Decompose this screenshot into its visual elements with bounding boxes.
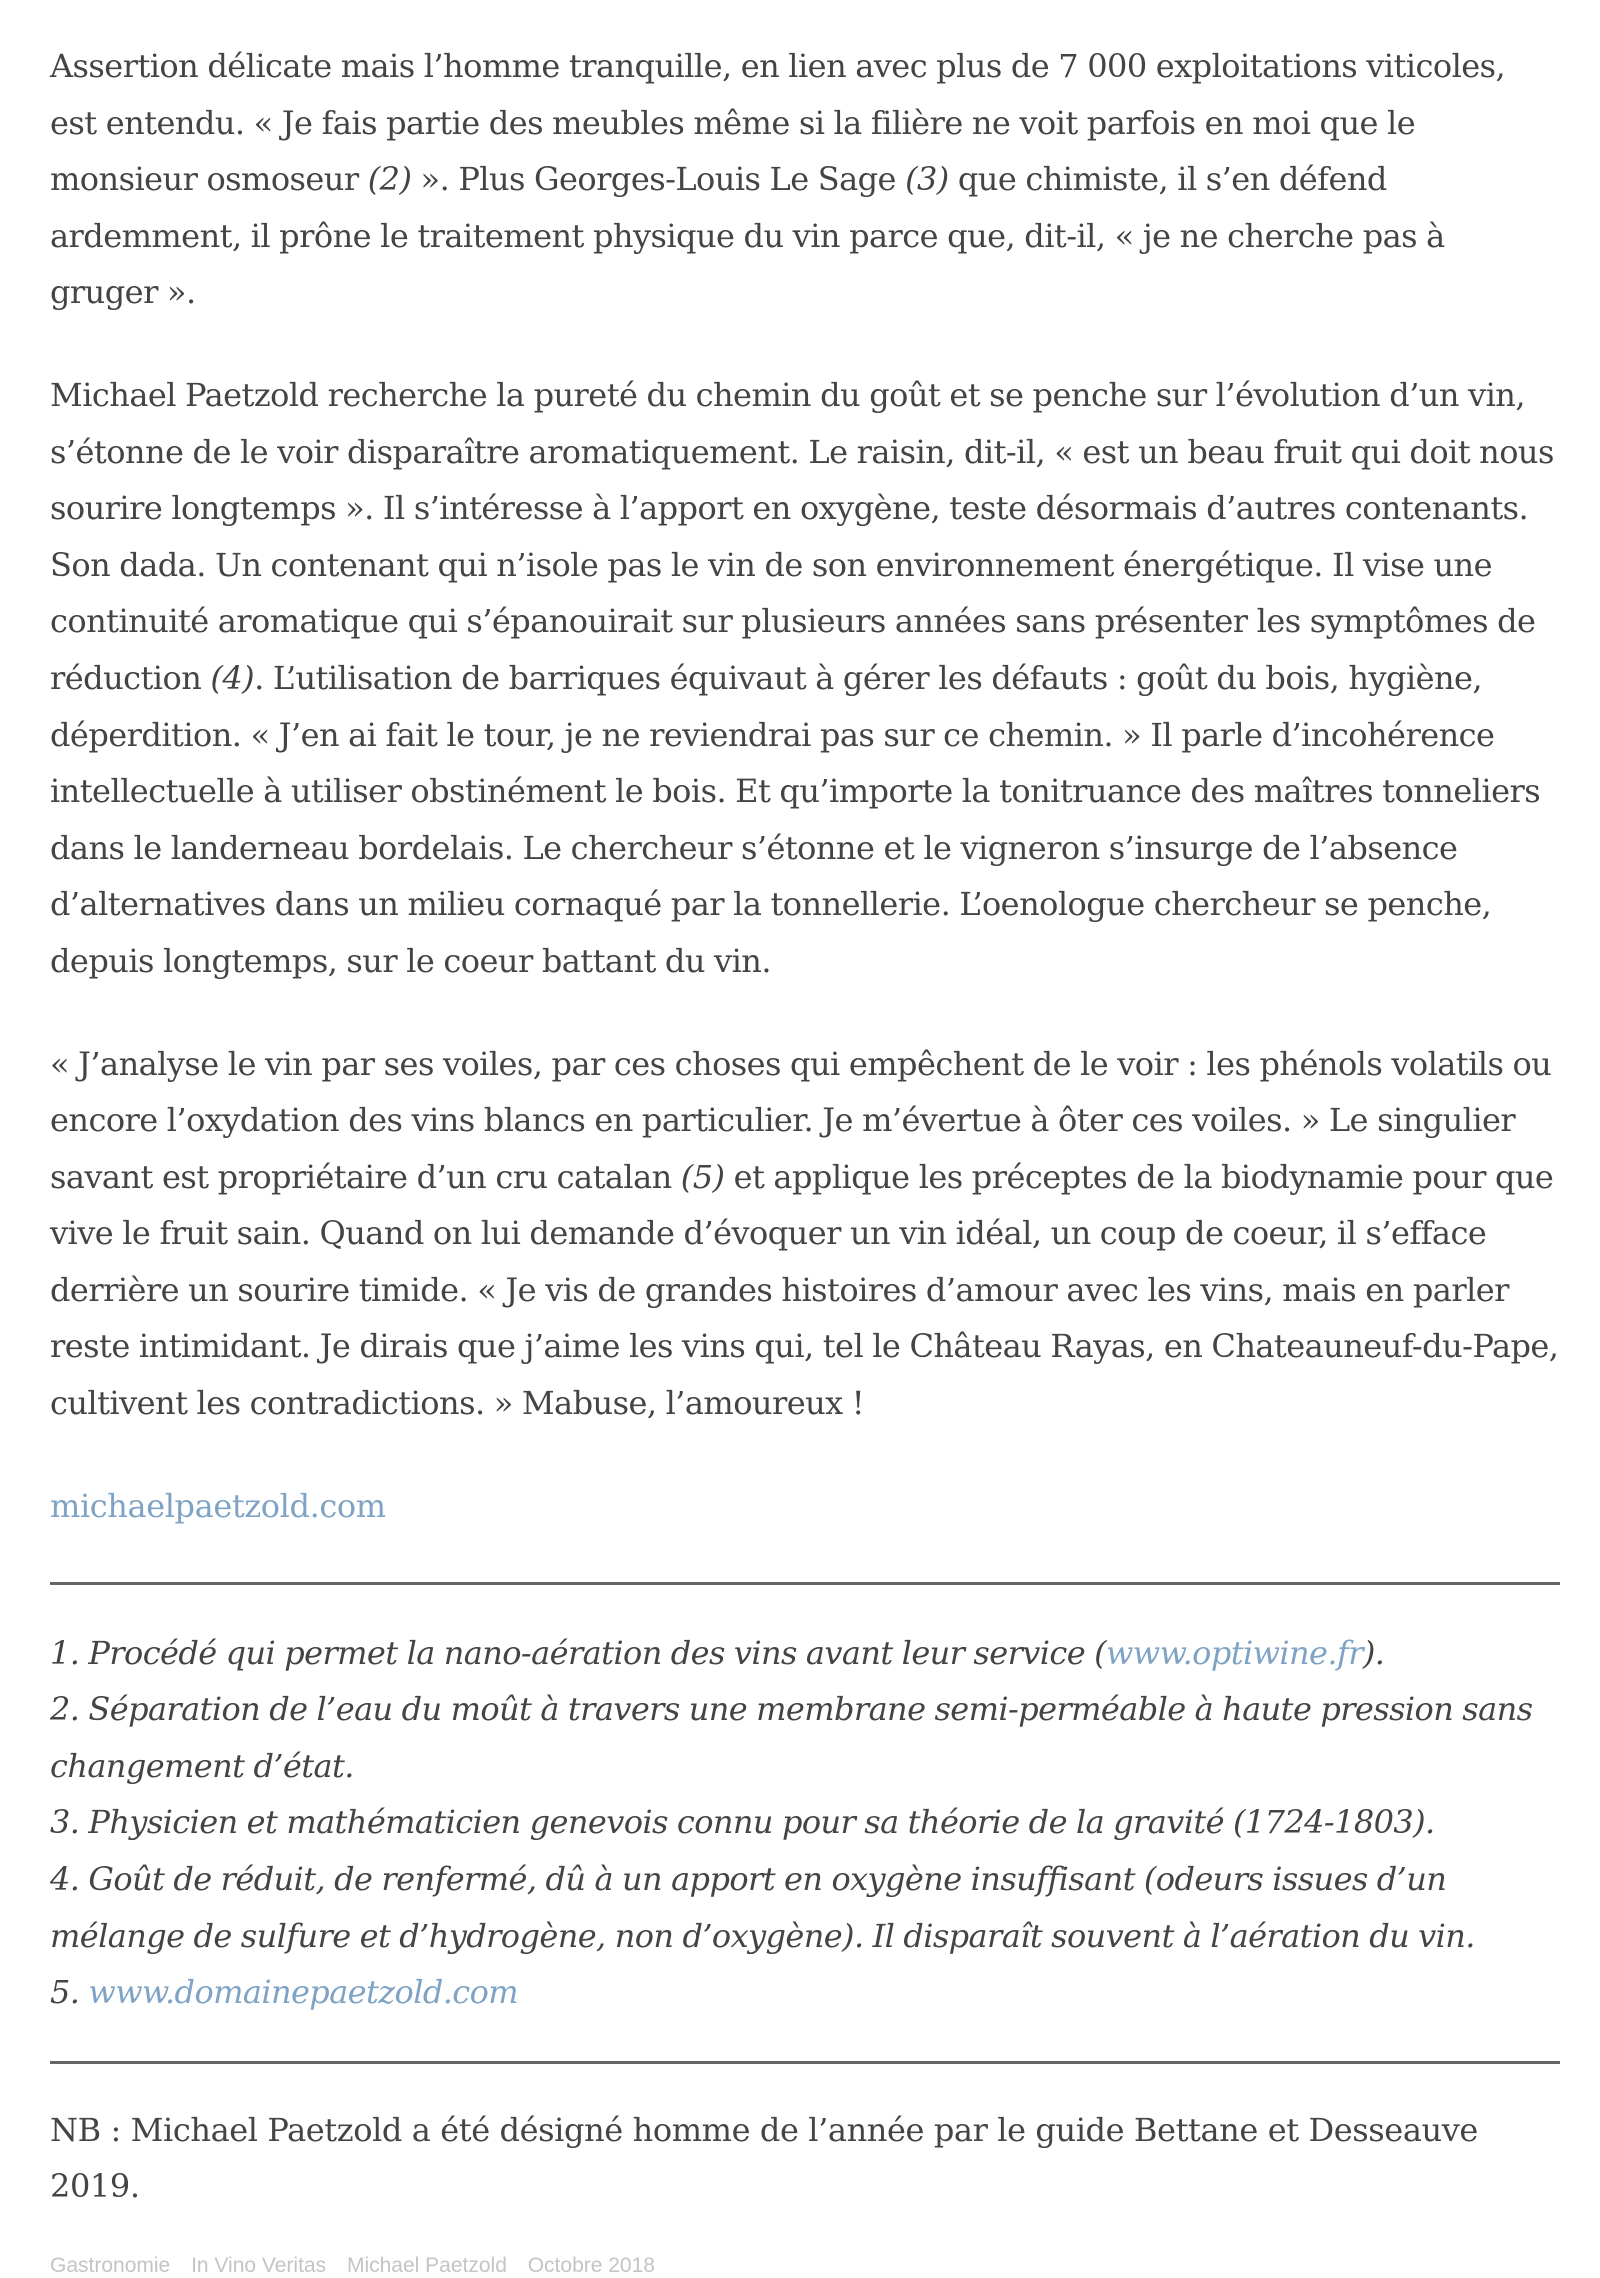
footnote-4: 4. Goût de réduit, de renfermé, dû à un apport en oxygène insuffisant (odeurs issues d’un mélange de sulfure et d’hydrogène, non d’oxygène). Il disparaît souvent à l’aération du vin. bbox=[50, 1860, 1475, 1955]
footnote-5 bbox=[50, 1964, 1560, 2021]
footnotes bbox=[50, 1625, 1560, 2021]
paragraph-1-text: ». Plus Georges-Louis Le Sage bbox=[411, 160, 906, 199]
footnote-5-link[interactable]: www.domainepaetzold.com bbox=[88, 1973, 519, 2012]
footnote-1-after: ). bbox=[1362, 1633, 1385, 1672]
footnote-ref-4: (4) bbox=[210, 658, 255, 697]
paragraph-1 bbox=[50, 38, 1560, 321]
tag-gastronomie[interactable]: Gastronomie bbox=[50, 2253, 171, 2277]
footnote-5-text: 5. bbox=[50, 1973, 89, 2012]
tag-octobre-2018[interactable]: Octobre 2018 bbox=[527, 2253, 655, 2277]
nb-note: NB : Michael Paetzold a été désigné homme de l’année par le guide Bettane et Desseauve 2019. bbox=[50, 2110, 1478, 2205]
footnote-ref-3: (3) bbox=[905, 160, 949, 199]
paragraph-2-text: . L’utilisation de barriques équivaut à gérer les défauts : goût du bois, hygiène, déperdition. « J’en ai fait le tour, je ne reviendrai pas sur ce chemin. » Il parle d’incohérence intellectuelle à utiliser obstinément le bois. Et qu’importe la tonitruance des maîtres tonneliers dans le landerneau bordelais. Le chercheur s’étonne et le vigneron s’insurge de l’absence d’alternatives dans un milieu cornaqué par la tonnellerie. L’oenologue chercheur se penche, depuis longtemps, sur le coeur battant du vin. bbox=[50, 658, 1541, 980]
paragraph-1-text: Assertion délicate mais l’homme tranquille, en lien avec plus de 7 000 exploitations viticoles, est entendu. « Je fais partie des meubles même si la filière ne voit parfois en moi que le monsieur osmoseur bbox=[50, 47, 1506, 199]
footnote-ref-5: (5) bbox=[680, 1157, 725, 1196]
footnote-1-text: 1. Procédé qui permet la nano-aération des vins avant leur service ( bbox=[50, 1633, 1107, 1672]
tag-michael-paetzold[interactable]: Michael Paetzold bbox=[346, 2253, 507, 2277]
site-link[interactable]: michaelpaetzold.com bbox=[50, 1486, 386, 1525]
paragraph-3 bbox=[50, 1036, 1560, 1432]
divider-top bbox=[50, 1582, 1560, 1585]
paragraph-3-text: « J’analyse le vin par ses voiles, par ces choses qui empêchent de le voir : les phénols volatils ou encore l’oxydation des vins blancs en particulier. Je m’évertue à ôter ces voiles. » Le singulier savant est propriétaire d’un cru catalan bbox=[50, 1044, 1552, 1196]
paragraph-3-text: et applique les préceptes de la biodynamie pour que vive le fruit sain. Quand on lui demande d’évoquer un vin idéal, un coup de coeur, il s’efface derrière un sourire timide. « Je vis de grandes histoires d’amour avec les vins, mais en parler reste intimidant. Je dirais que j’aime les vins qui, tel le Château Rayas, en Chateauneuf-du-Pape, cultivent les contradictions. » Mabuse, l’amoureux ! bbox=[50, 1157, 1559, 1423]
footnote-3: 3. Physicien et mathématicien genevois connu pour sa théorie de la gravité (1724-1803). bbox=[50, 1803, 1435, 1842]
footnote-ref-2: (2) bbox=[367, 160, 412, 199]
paragraph-2-text: Michael Paetzold recherche la pureté du chemin du goût et se penche sur l’évolution d’un vin, s’étonne de le voir disparaître aromatiquement. Le raisin, dit-il, « est un beau fruit qui doit nous sourire longtemps ». Il s’intéresse à l’apport en oxygène, teste désormais d’autres contenants. Son dada. Un contenant qui n’isole pas le vin de son environnement énergétique. Il vise une continuité aromatique qui s’épanouirait sur plusieurs années sans présenter les symptômes de réduction bbox=[50, 375, 1554, 697]
tag-in-vino-veritas[interactable]: In Vino Veritas bbox=[191, 2253, 327, 2277]
tag-list bbox=[50, 2254, 1560, 2278]
footnote-1-link[interactable]: www.optiwine.fr bbox=[1106, 1633, 1363, 1672]
paragraph-2 bbox=[50, 367, 1560, 990]
paragraph-1-text: que chimiste, il s’en défend ardemment, il prône le traitement physique du vin parce que, dit-il, « je ne cherche pas à gruger ». bbox=[50, 160, 1445, 312]
footnote-2: 2. Séparation de l’eau du moût à travers une membrane semi-perméable à haute pression sans changement d’état. bbox=[50, 1690, 1533, 1785]
article-body bbox=[50, 38, 1560, 2278]
footnote-1 bbox=[50, 1625, 1560, 1682]
